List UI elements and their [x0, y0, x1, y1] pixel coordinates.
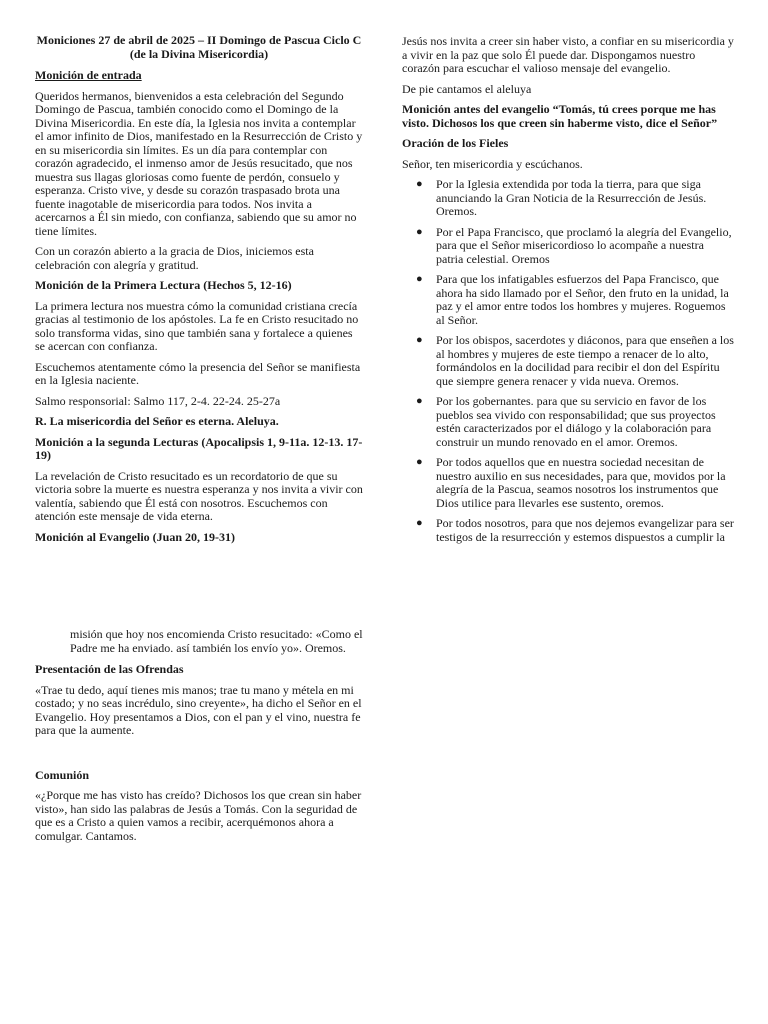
petition-item — [402, 456, 734, 510]
right-column — [402, 35, 734, 551]
ofrendas-heading: Presentación de las Ofrendas — [35, 662, 184, 676]
petition-text: Por el Papa Francisco, que proclamó la alegría del Evangelio, para que el Señor misericordioso lo acompañe a nuestra patria celestial. Oremos — [436, 224, 732, 266]
aleluya-line: De pie cantamos el aleluya — [402, 81, 532, 96]
segunda-lectura-heading: Monición a la segunda Lecturas (Apocalipsis 1, 9-11a. 12-13. 17-19) — [35, 434, 363, 462]
entrada-paragraph-2: Con un corazón abierto a la gracia de Dios, iniciemos esta celebración con alegría y gratitud. — [35, 244, 314, 272]
ofrendas-paragraph: «Trae tu dedo, aquí tienes mis manos; trae tu mano y métela en mi costado; y no seas incrédulo, sino creyente», ha dicho el Señor en el Evangelio. Hoy presentamos a Dios, con el pan y el vino, nuestra fe para que la aumente. — [35, 682, 362, 737]
petitions-list — [402, 178, 734, 544]
primera-lectura-paragraph-1: La primera lectura nos muestra cómo la comunidad cristiana crecía gracias al testimonio de los apóstoles. La fe en Cristo resucitado no solo transforma vidas, sino que también sana y fortalece a quienes se acercan con confianza. — [35, 298, 359, 353]
left-column-continuation — [35, 628, 363, 850]
petition-item — [402, 178, 734, 219]
salmo-responsorial: Salmo responsorial: Salmo 117, 2-4. 22-24. 25-27a — [35, 393, 281, 408]
salmo-respuesta: R. La misericordia del Señor es eterna. Aleluya. — [35, 414, 279, 428]
petition-text: Por la Iglesia extendida por toda la tierra, para que siga anunciando la Gran Noticia de la Resurrección de Jesús. Oremos. — [436, 177, 707, 218]
petition-item — [402, 273, 734, 327]
spacer — [35, 745, 363, 769]
petition-item — [402, 334, 734, 388]
bullet-icon: ● — [416, 225, 423, 238]
bullet-icon: ● — [416, 395, 423, 407]
evangelio-paragraph: Jesús nos invita a creer sin haber visto, a confiar en su misericordia y a vivir en la paz que solo Él puede dar. Dispongamos nuestro corazón para escuchar el valioso mensaje del evangelio. — [402, 34, 734, 75]
bullet-icon: ● — [416, 273, 423, 285]
document-title — [35, 34, 363, 61]
petition-item — [402, 395, 734, 449]
title-line-1: Moniciones 27 de abril de 2025 – II Domingo de Pascua Ciclo C — [36, 33, 362, 47]
comunion-paragraph: «¿Porque me has visto has creído? Dichosos los que crean sin haber visto», han sido las palabras de Jesús a Tomás. Con la seguridad de que es a Cristo a quien vamos a recibir, acerquémonos ahora a comulgar. Cantamos. — [35, 788, 362, 843]
petition-text: Para que los infatigables esfuerzos del Papa Francisco, que ahora ha sido llamado por el Señor, den fruto en la unidad, la paz y el amor entre todos los hombres y mujeres. Roguemos al Señor. — [436, 272, 729, 327]
petition-text: Por los gobernantes. para que su servicio en favor de los pueblos sea vivido con responsabilidad; que sus proyectos estén caracterizados por el diálogo y la colaboración para construir un mundo renovado en el amor. Oremos. — [436, 394, 716, 449]
petition-text: Por los obispos, sacerdotes y diáconos, para que enseñen a los al hombres y mujeres de este tiempo a renacer de lo alto, formándolos en la docilidad para recibir el don del Espíritu que siempre genera renacer y vida nueva. Oremos. — [436, 333, 734, 388]
bullet-icon: ● — [416, 334, 423, 346]
mision-paragraph: misión que hoy nos encomienda Cristo resucitado: «Como el Padre me ha enviado. así también los envío yo». Oremos. — [70, 627, 363, 655]
left-column — [35, 34, 363, 551]
comunion-heading: Comunión — [35, 767, 90, 782]
entrada-paragraph-1: Queridos hermanos, bienvenidos a esta celebración del Segundo Domingo de Pascua, también conocido como el Domingo de la Divina Misericordia. En este día, la Iglesia nos invita a contemplar el amor infinito de Dios, manifestado en la Resurrección de Cristo y en su misericordia sin límites. Es un día para contemplar con corazón agradecido, el inmenso amor de Jesús resucitado, que nos muestra sus llagas gloriosas como fuente de perdón, consuelo y esperanza. Cristo vive, y desde su corazón traspasado brota una fuente inagotable de misericordia para todos. Nos invita a acercarnos a Él sin miedo, con confianza, sabiendo que su amor no tiene límites. — [35, 88, 363, 238]
bullet-icon: ● — [416, 456, 423, 468]
petition-text: Por todos aquellos que en nuestra sociedad necesitan de nuestro auxilio en sus necesidades, para que, movidos por la alegría de la Pascua, seamos nosotros los instrumentos que Dios utilice para llevarles ese sustento, oremos. — [436, 455, 726, 510]
petition-item — [402, 517, 734, 544]
title-line-2: (de la Divina Misericordia) — [129, 46, 269, 61]
primera-lectura-paragraph-2: Escuchemos atentamente cómo la presencia del Señor se manifiesta en la Iglesia naciente. — [35, 359, 361, 387]
oracion-fieles-heading: Oración de los Fieles — [402, 136, 509, 150]
entrada-heading: Monición de entrada — [35, 68, 142, 82]
evangelio-heading: Monición al Evangelio (Juan 20, 19-31) — [35, 529, 236, 544]
oracion-fieles-intro: Señor, ten misericordia y escúchanos. — [402, 156, 583, 171]
segunda-lectura-paragraph: La revelación de Cristo resucitado es un recordatorio de que su victoria sobre la muerte es nuestra esperanza y nos invita a vivir con valentía, sabiendo que Él está con nosotros. Escuchemos con atención este mensaje de vida eterna. — [35, 468, 363, 523]
petition-item — [402, 226, 734, 267]
antes-evangelio-heading: Monición antes del evangelio “Tomás, tú crees porque me has visto. Dichosos los que creen sin haberme visto, dice el Señor” — [402, 102, 718, 130]
petition-text: Por todos nosotros, para que nos dejemos evangelizar para ser testigos de la resurrección y estemos dispuestos a cumplir la — [436, 516, 734, 544]
primera-lectura-heading: Monición de la Primera Lectura (Hechos 5, 12-16) — [35, 278, 292, 292]
bullet-icon: ● — [416, 178, 423, 190]
bullet-icon: ● — [416, 517, 423, 529]
